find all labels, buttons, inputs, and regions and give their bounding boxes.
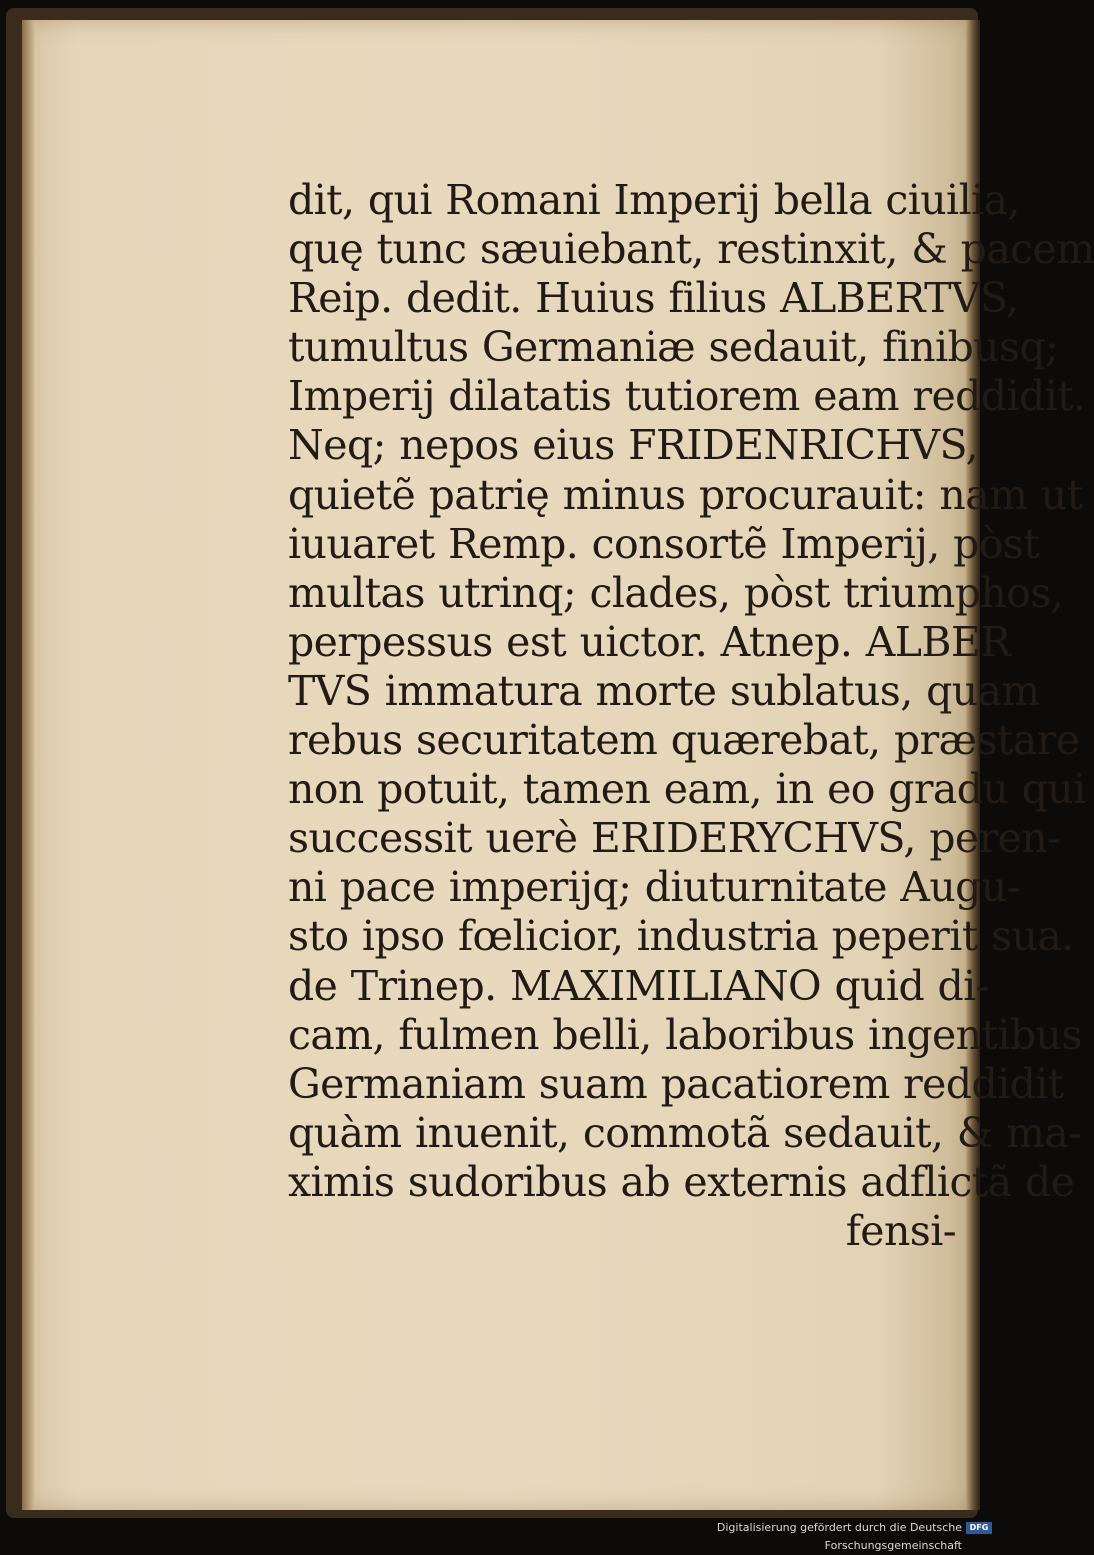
digitization-credit: Digitalisierung gefördert durch die Deutsche Forschungsgemeinschaft xyxy=(716,1521,962,1552)
text-line: ximis sudoribus ab externis adflictã de xyxy=(288,1157,1075,1206)
text-line: cam, fulmen belli, laboribus ingentibus xyxy=(288,1010,1082,1059)
text-line: rebus securitatem quærebat, præstare xyxy=(288,716,1080,765)
text-line: quietẽ patrię minus procurauit: nam ut xyxy=(288,470,1083,519)
text-line: iuuaret Remp. consortẽ Imperij, pòst xyxy=(288,519,1040,568)
text-line: de Trinep. MAXIMILIANO quid di- xyxy=(288,961,989,1010)
text-line: sto ipso fœlicior, industria peperit sua. xyxy=(288,912,1074,961)
text-line: quàm inuenit, commotã sedauit, & ma- xyxy=(288,1108,1082,1157)
text-line: Germaniam suam pacatiorem reddidit xyxy=(288,1059,1064,1108)
text-line: TVS immatura morte sublatus, quam xyxy=(288,666,1040,715)
catchword: fensi- xyxy=(845,1206,956,1255)
dfg-logo: DFG xyxy=(966,1522,992,1534)
text-line: successit uerè ERIDERYCHVS, peren- xyxy=(288,814,1061,863)
page-spine-shadow xyxy=(22,20,34,1510)
text-line: multas utrinq; clades, pòst triumphos, xyxy=(288,568,1064,617)
text-line: Imperij dilatatis tutiorem eam reddidit. xyxy=(288,372,1086,421)
text-line: Reip. dedit. Huius filius ALBERTVS, xyxy=(288,274,1019,323)
text-line: ni pace imperijq; diuturnitate Augu- xyxy=(288,863,1020,912)
text-line: dit, qui Romani Imperij bella ciuilia, xyxy=(288,176,1020,224)
text-line: quę tunc sæuiebant, restinxit, & pacem xyxy=(288,225,1094,274)
text-line: non potuit, tamen eam, in eo gradu qui xyxy=(288,765,1086,814)
text-line: Neq; nepos eius FRIDENRICHVS, xyxy=(288,421,979,470)
page-text-block xyxy=(288,176,1094,1256)
text-line: perpessus est uictor. Atnep. ALBER xyxy=(288,617,1011,666)
text-line: tumultus Germaniæ sedauit, finibusq; xyxy=(288,323,1059,372)
